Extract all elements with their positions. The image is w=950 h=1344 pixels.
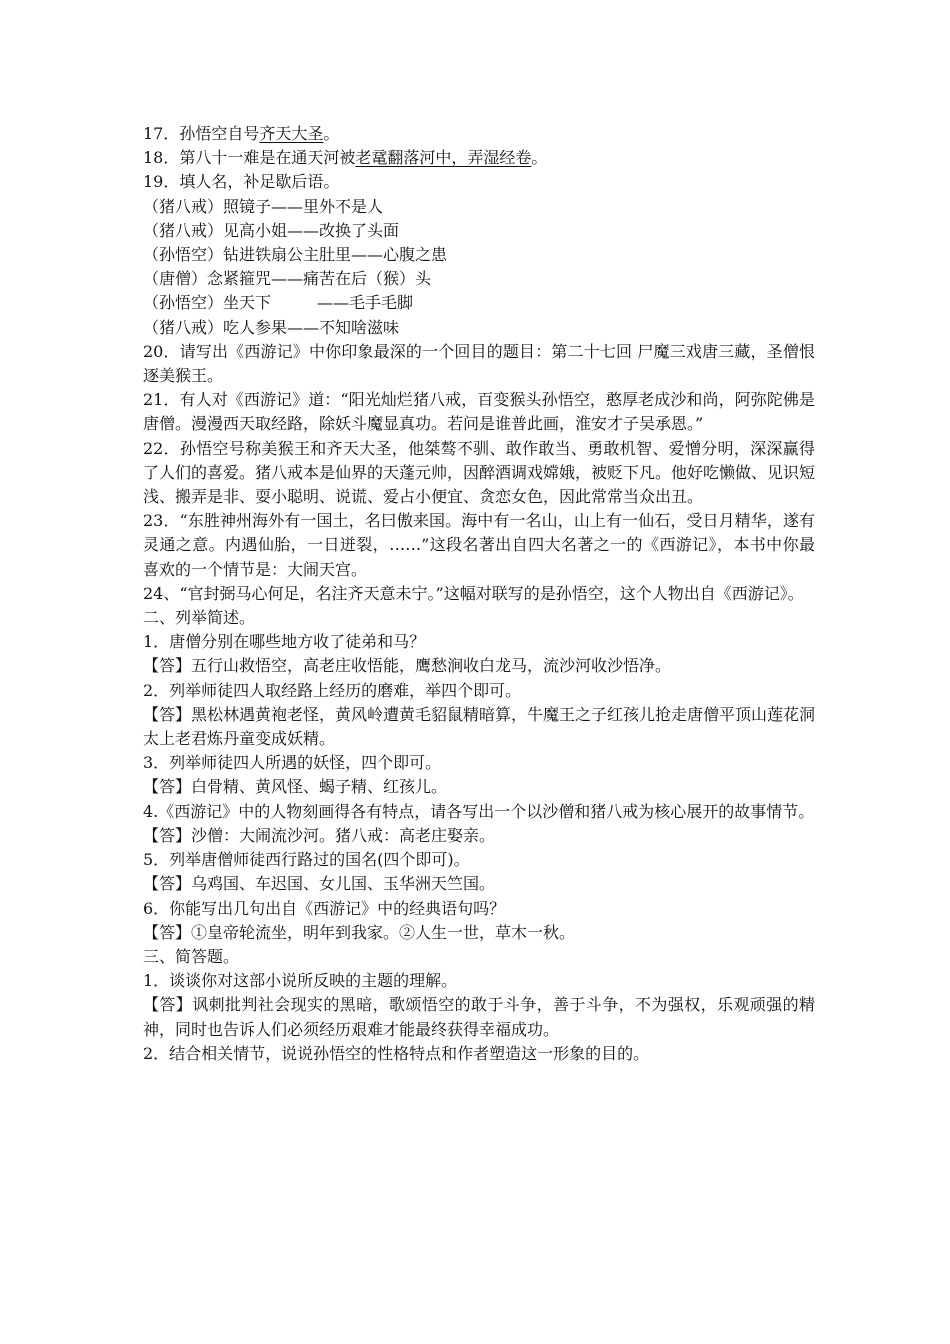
saying-3: （孙悟空）钻进铁扇公主肚里——心腹之患	[143, 245, 448, 265]
section-2-question-5: 5．列举唐僧师徒西行路过的国名(四个即可)。	[143, 850, 470, 870]
section-3-question-2: 2．结合相关情节，说说孙悟空的性格特点和作者塑造这一形象的目的。	[143, 1043, 650, 1063]
question-18: 18．第八十一难是在通天河被老鼋翻落河中，弄湿经卷。	[143, 148, 548, 168]
section-2-title: 二、列举简述。	[143, 608, 256, 628]
saying-5: （孙悟空）坐天下 ——毛手毛脚	[143, 293, 414, 313]
saying-6: （猪八戒）吃人参果——不知啥滋味	[143, 317, 400, 337]
section-2-question-4: 4.《西游记》中的人物刻画得各有特点，请各写出一个以沙僧和猪八戒为核心展开的故事情节。	[143, 801, 815, 821]
section-2-answer-1: 【答】五行山救悟空，高老庄收悟能，鹰愁涧收白龙马，流沙河收沙悟净。	[143, 656, 672, 676]
section-2-answer-6: 【答】①皇帝轮流坐，明年到我家。②人生一世，草木一秋。	[143, 922, 576, 942]
saying-1: （猪八戒）照镜子——里外不是人	[143, 196, 384, 216]
section-2-answer-4: 【答】沙僧：大闹流沙河。猪八戒：高老庄娶亲。	[143, 825, 496, 845]
question-22: 22．孙悟空号称美猴王和齐天大圣，他桀骜不驯、敢作敢当、勇敢机智、爱憎分明，深深赢得了人们的喜爱。猪八戒本是仙界的天蓬元帅，因醉酒调戏嫦娥，被贬下凡。他好吃懒做、见识短浅、搬弄是非、耍小聪明、说谎、爱占小便宜、贪恋女色，因此常常当众出丑。	[143, 438, 816, 507]
section-2-answer-2: 【答】黑松林遇黄袍老怪，黄风岭遭黄毛貂鼠精暗算，牛魔王之子红孩儿抢走唐僧平顶山莲花洞太上老君炼丹童变成妖精。	[143, 704, 816, 749]
section-2-question-1: 1．唐僧分别在哪些地方收了徒弟和马？	[143, 632, 426, 652]
question-21: 21．有人对《西游记》道：“阳光灿烂猪八戒，百变猴头孙悟空，憨厚老成沙和尚，阿弥陀佛是唐僧。漫漫西天取经路，除妖斗魔显真功。若问是谁普此画，淮安才子吴承恩。”	[143, 390, 815, 434]
section-3-title: 三、简答题。	[143, 946, 240, 966]
answer-18: 老鼋翻落河中，弄湿经卷	[355, 148, 532, 168]
section-2-question-2: 2．列举师徒四人取经路上经历的磨难，举四个即可。	[143, 680, 522, 700]
question-23: 23．“东胜神州海外有一国土，名曰傲来国。海中有一名山，山上有一仙石，受日月精华，遂有灵通之意。内遇仙胎，一日迸裂，……”这段名著出自四大名著之一的《西游记》，本书中你最喜欢的一个情节是：大闹天宫。	[143, 511, 815, 579]
saying-4: （唐僧）念紧箍咒——痛苦在后（猴）头	[143, 269, 432, 289]
section-2-answer-3: 【答】白骨精、黄风怪、蝎子精、红孩儿。	[143, 777, 448, 797]
section-2-question-3: 3．列举师徒四人所遇的妖怪，四个即可。	[143, 753, 442, 773]
section-2-answer-5: 【答】乌鸡国、车迟国、女儿国、玉华洲天竺国。	[143, 874, 496, 894]
question-17: 17．孙悟空自号齐天大圣。	[143, 124, 340, 143]
question-19: 19．填人名，补足歇后语。	[143, 172, 340, 192]
section-3-question-1: 1．谈谈你对这部小说所反映的主题的理解。	[143, 971, 458, 991]
saying-2: （猪八戒）见高小姐——改换了头面	[143, 220, 400, 240]
answer-17: 齐天大圣	[259, 124, 324, 143]
question-20: 20．请写出《西游记》中你印象最深的一个回目的题目：第二十七回 尸魔三戏唐三藏，圣僧恨逐美猴王。	[143, 341, 815, 386]
question-24: 24、“官封弼马心何足，名注齐天意未宁。”这幅对联写的是孙悟空，这个人物出自《西游记》。	[143, 583, 804, 603]
document-page	[143, 122, 815, 1066]
section-2-question-6: 6．你能写出几句出自《西游记》中的经典语句吗？	[143, 898, 506, 918]
section-3-answer-1: 【答】讽刺批判社会现实的黑暗，歌颂悟空的敢于斗争，善于斗争，不为强权，乐观顽强的精神，同时也告诉人们必须经历艰难才能最终获得幸福成功。	[143, 995, 815, 1039]
